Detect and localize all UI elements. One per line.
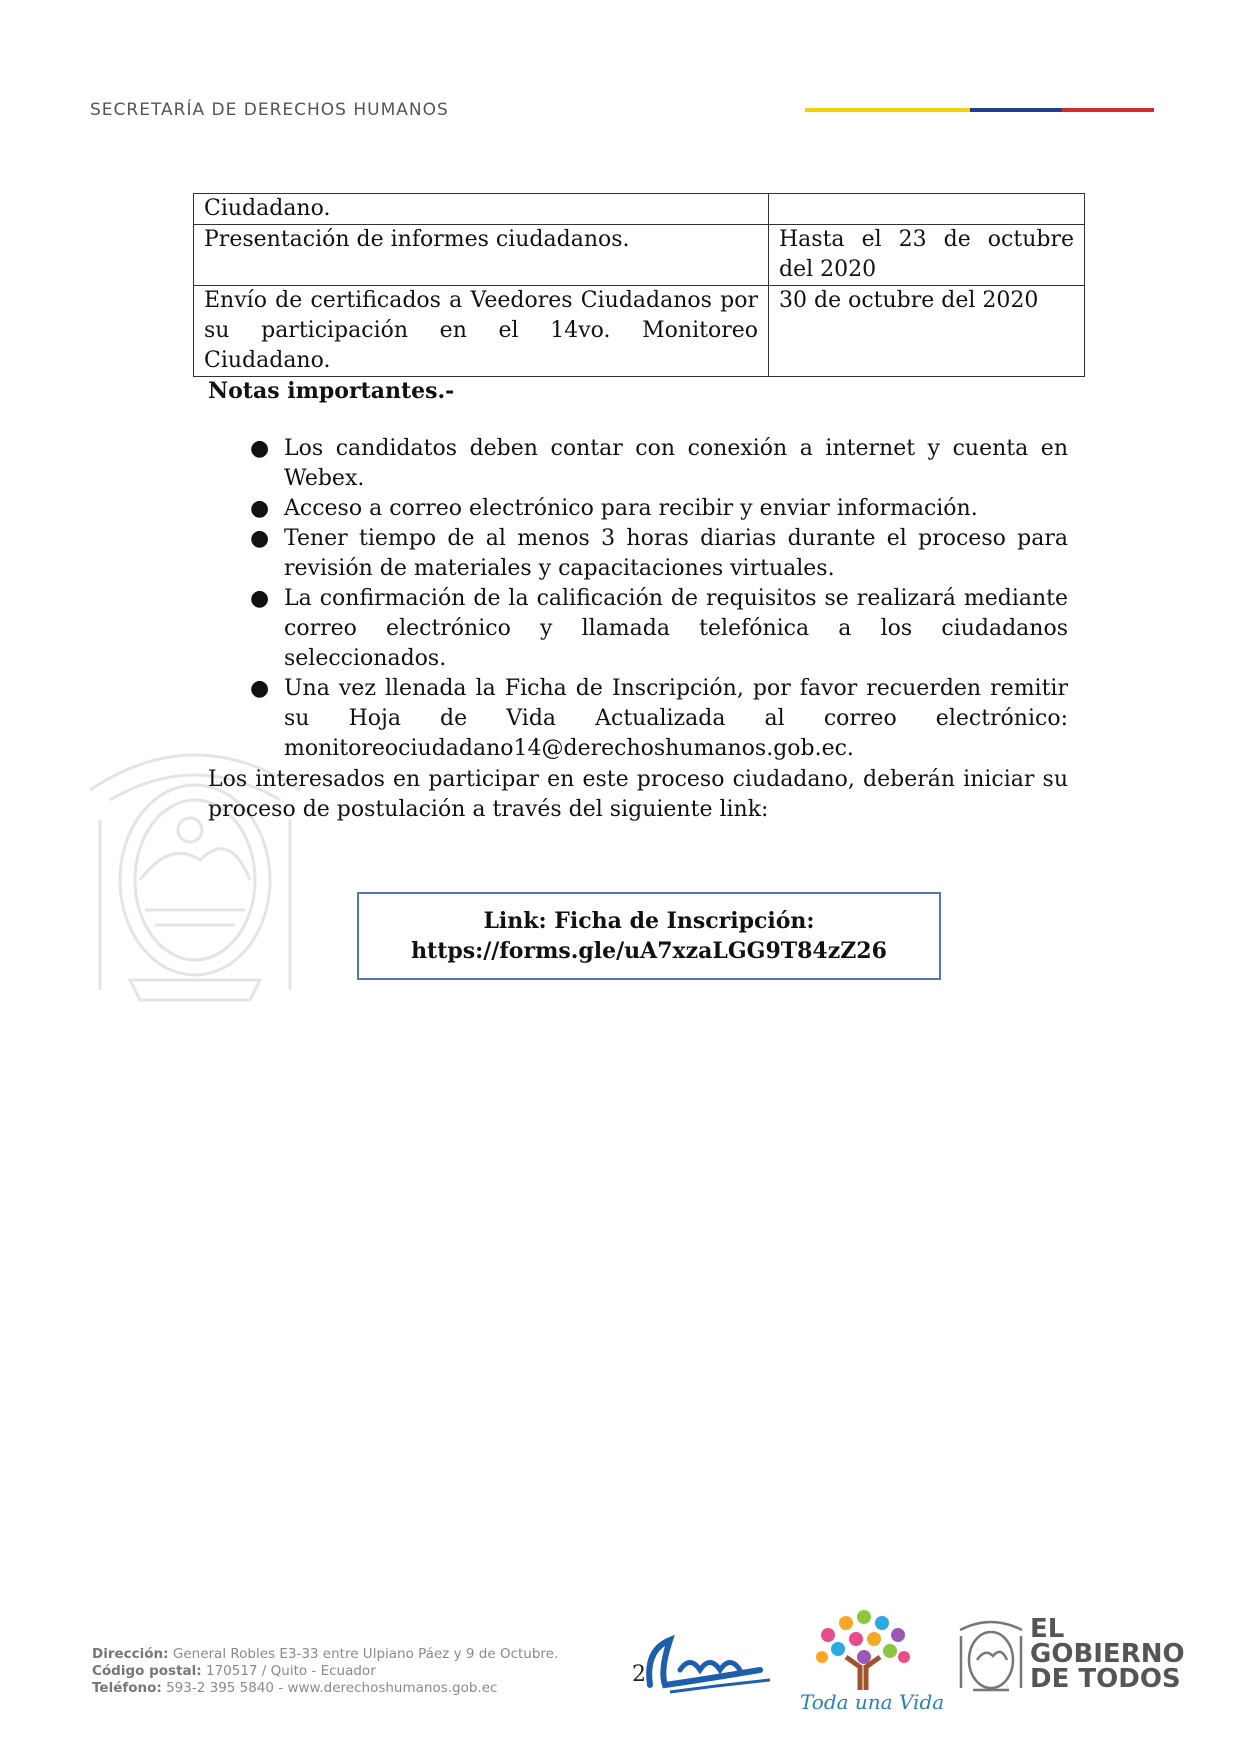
tree-caption: Toda una Vida (800, 1690, 945, 1714)
list-item-text: Los candidatos deben contar con conexión a internet y cuenta en Webex. (284, 436, 1068, 491)
gov-line-3: DE TODOS (1030, 1664, 1181, 1694)
address-label: Dirección: (92, 1646, 169, 1662)
flag-bar-yellow (805, 108, 970, 112)
flag-bar-blue (970, 108, 1062, 112)
table-row (194, 286, 1085, 377)
list-item-text: La confirmación de la calificación de requisitos se realizará mediante correo electrónico y llamada telefónica a los ciudadanos seleccionados. (284, 586, 1068, 671)
link-label: Link: Ficha de Inscripción: (483, 908, 815, 934)
list-item (250, 434, 1068, 494)
table-cell-date (769, 194, 1085, 225)
list-item-text: Tener tiempo de al menos 3 horas diarias durante el proceso para revisión de materiales y capacitaciones virtuales. (284, 526, 1068, 581)
list-item-text: Acceso a correo electrónico para recibir y enviar información. (284, 496, 978, 521)
footer-address (92, 1646, 558, 1697)
table-cell-activity: Presentación de informes ciudadanos. (194, 225, 769, 286)
notes-list (250, 434, 1068, 764)
schedule-table (193, 193, 1085, 377)
bullet-icon: ● (250, 496, 270, 521)
list-item-text: Una vez llenada la Ficha de Inscripción, por favor recuerden remitir su Hoja de Vida Actualizada al correo electrónico: monitoreociudadano14@derechoshumanos.gob.ec. (284, 676, 1068, 761)
registration-link[interactable]: https://forms.gle/uA7xzaLGG9T84zZ26 (411, 938, 887, 964)
government-wordmark (1030, 1614, 1185, 1694)
bullet-icon: ● (250, 586, 270, 611)
list-item (250, 674, 1068, 764)
bullet-icon: ● (250, 436, 270, 461)
header-org-name: SECRETARÍA DE DERECHOS HUMANOS (90, 100, 449, 120)
table-cell-activity: Envío de certificados a Veedores Ciudadanos por su participación en el 14vo. Monitoreo Ciudadano. (194, 286, 769, 377)
table-cell-date: Hasta el 23 de octubre del 2020 (769, 225, 1085, 286)
registration-link-box (357, 892, 941, 980)
page-number: 2 (632, 1662, 646, 1687)
bullet-icon: ● (250, 676, 270, 701)
government-shield-icon (955, 1618, 1027, 1698)
flag-bar-red (1062, 108, 1154, 112)
list-item (250, 524, 1068, 584)
list-item (250, 584, 1068, 674)
gov-line-1: EL (1030, 1614, 1065, 1644)
table-cell-activity: Ciudadano. (194, 194, 769, 225)
list-item (250, 494, 1068, 524)
table-cell-date: 30 de octubre del 2020 (769, 286, 1085, 377)
lenin-signature-logo (630, 1630, 780, 1700)
gov-line-2: GOBIERNO (1030, 1639, 1185, 1669)
postal-label: Código postal: (92, 1663, 202, 1679)
table-row (194, 225, 1085, 286)
address-value: General Robles E3-33 entre Ulpiano Páez y 9 de Octubre. (168, 1646, 559, 1662)
table-row (194, 194, 1085, 225)
bullet-icon: ● (250, 526, 270, 551)
intro-paragraph: Los interesados en participar en este proceso ciudadano, deberán iniciar su proceso de postulación a través del siguiente link: (208, 767, 1068, 822)
phone-label: Teléfono: (92, 1680, 162, 1696)
postal-value: 170517 / Quito - Ecuador (201, 1663, 376, 1679)
phone-value: 593-2 395 5840 - www.derechoshumanos.gob.ec (161, 1680, 498, 1696)
notes-title: Notas importantes.- (208, 378, 455, 404)
